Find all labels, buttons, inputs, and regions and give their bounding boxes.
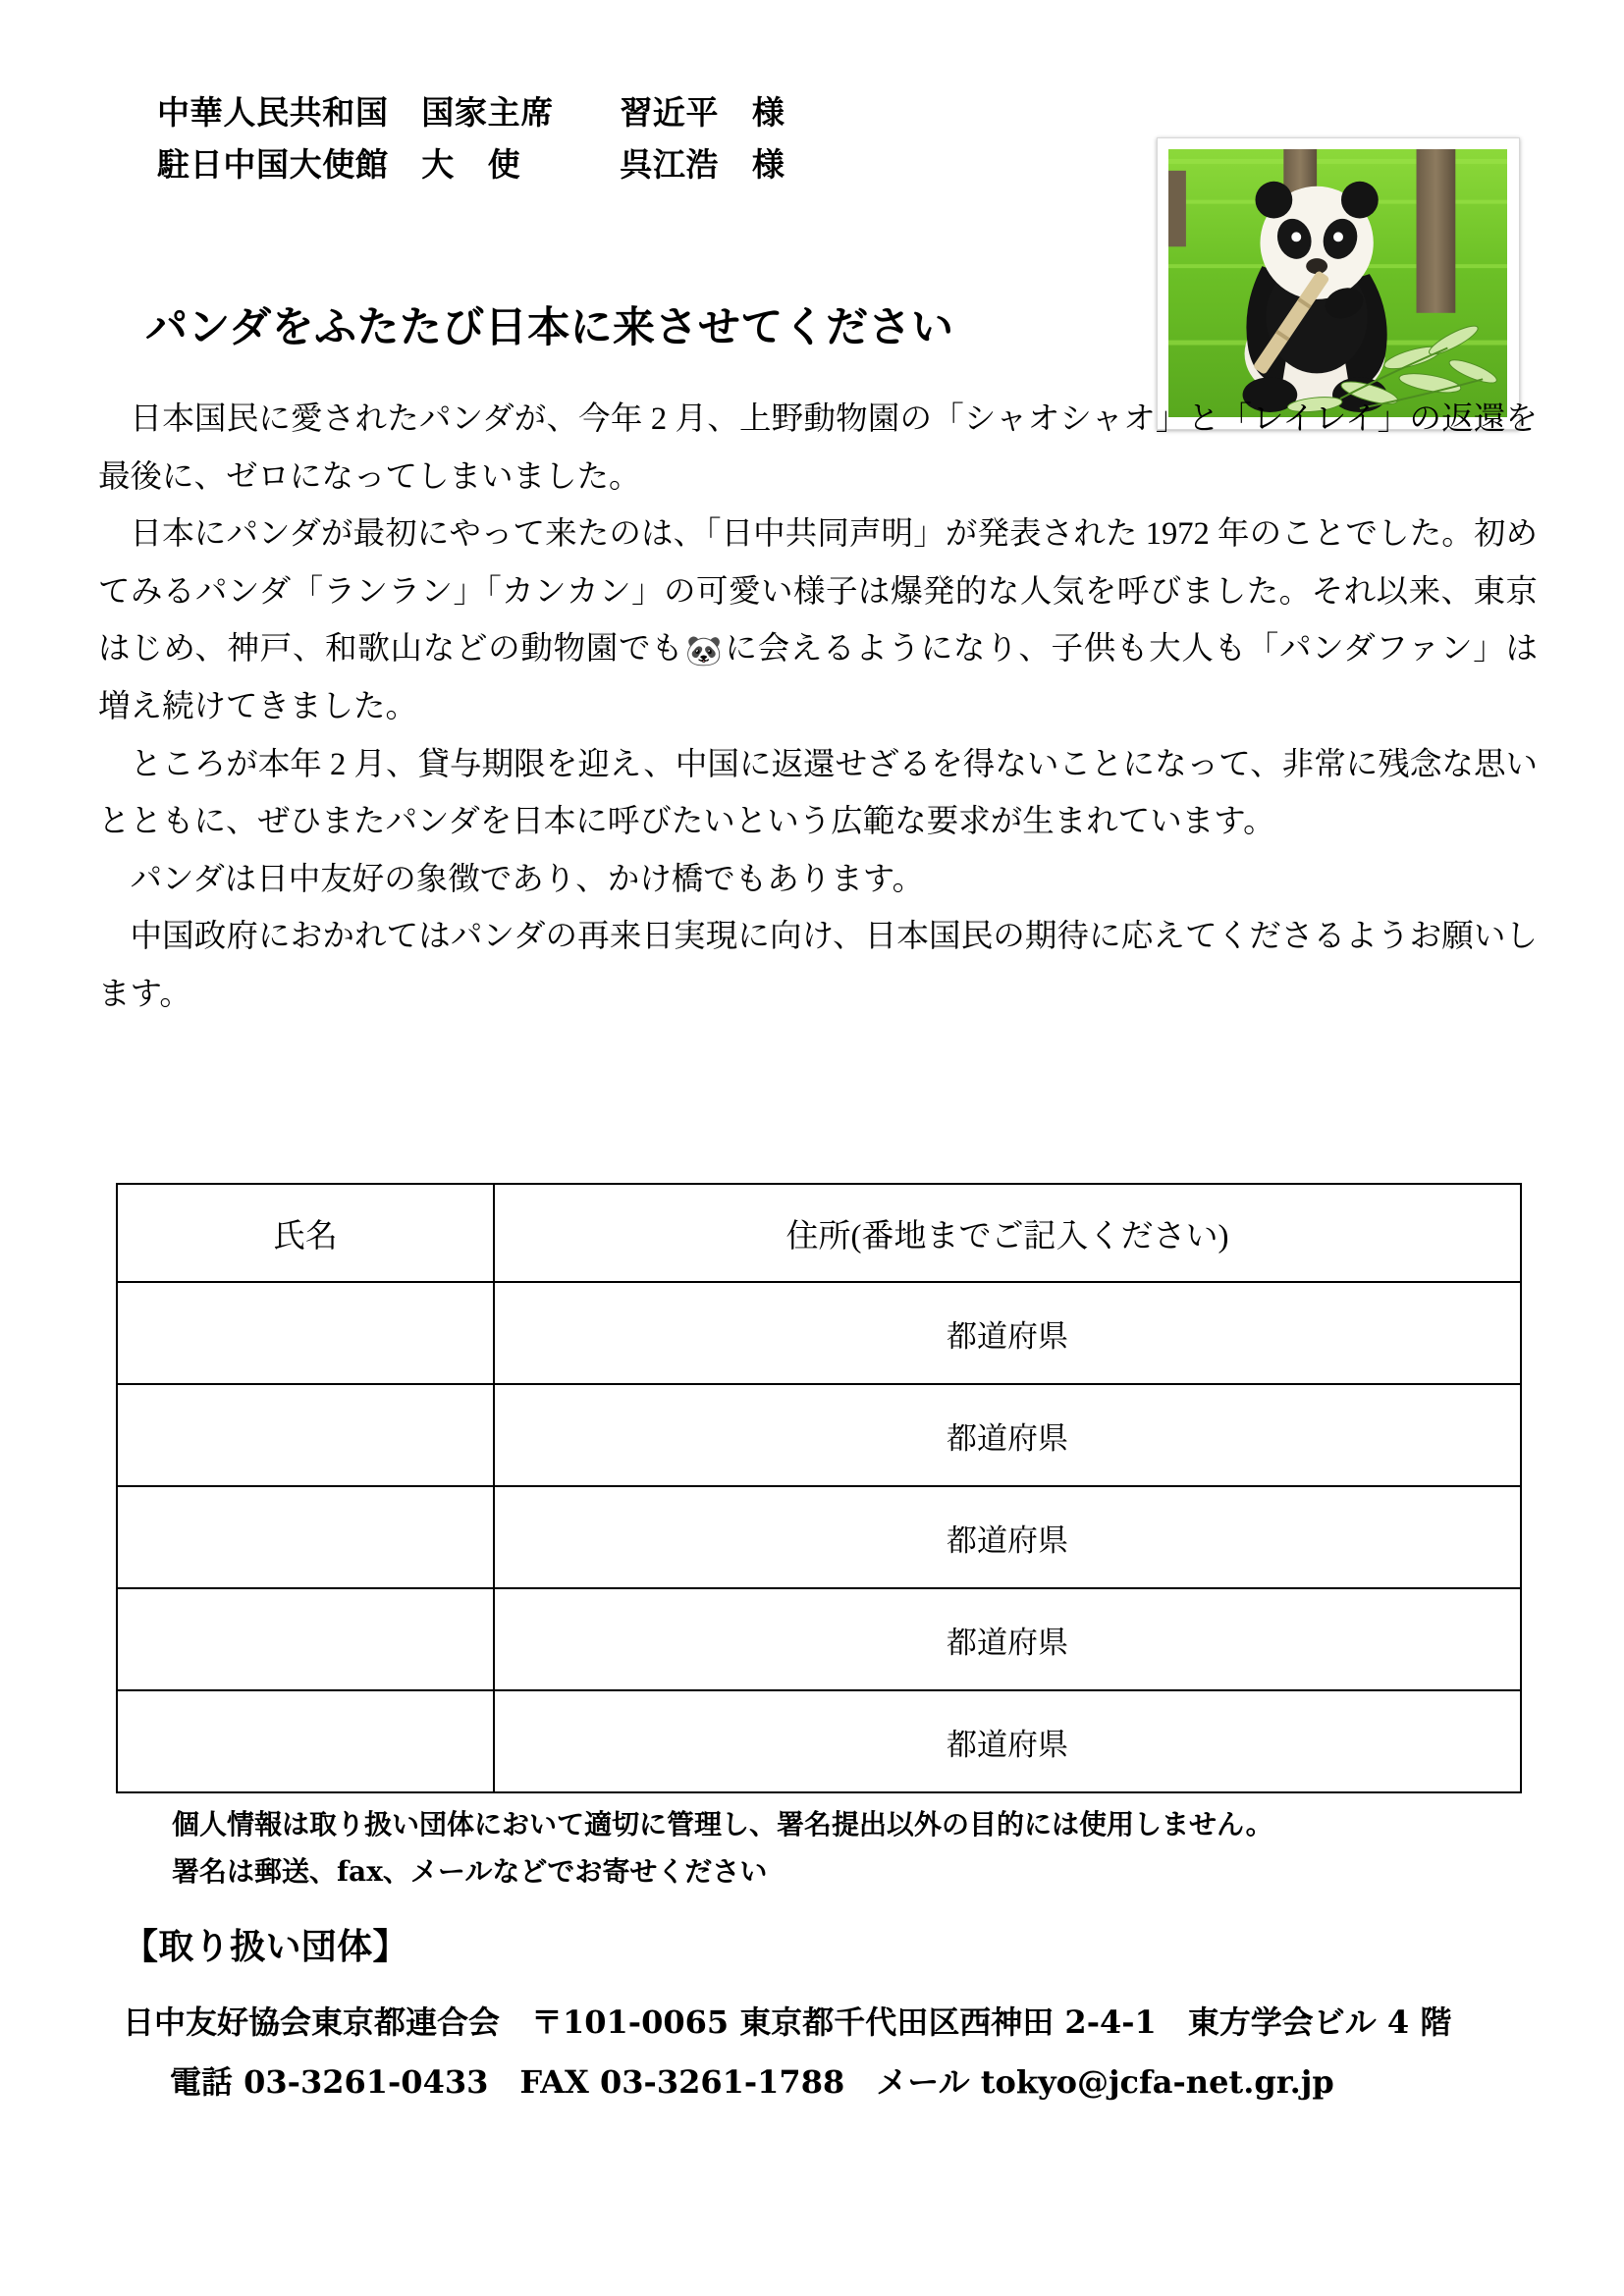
table-row[interactable] — [117, 1384, 1521, 1486]
addressee-block — [157, 86, 1041, 191]
panda-photo-frame — [1157, 137, 1520, 430]
table-row[interactable] — [117, 1690, 1521, 1792]
name-field[interactable] — [117, 1282, 494, 1384]
column-header-address: 住所(番地までご記入ください) — [494, 1184, 1521, 1282]
organisation-contact: 電話 03-3261-0433 FAX 03-3261-1788 メール tokyo@jcfa-net.gr.jp — [170, 2062, 1334, 2101]
panda-emoji-icon: 🐼 — [685, 634, 724, 668]
table-row[interactable] — [117, 1486, 1521, 1588]
page-title: パンダをふたたび日本に来させてください — [145, 303, 954, 352]
organisation-name-address: 日中友好協会東京都連合会 〒101-0065 東京都千代田区西神田 2-4-1 東方学会ビル 4 階 — [123, 2003, 1452, 2041]
paragraph-4: パンダは日中友好の象徴であり、かけ橋でもあります。 — [130, 861, 925, 897]
address-field[interactable]: 都道府県 — [494, 1588, 1521, 1690]
paragraph-2-part-a: 日本にパンダが最初にやって来たのは、「日中共同声明」が発表された 1972 年のことでした。初めてみるパンダ「ランラン」「カンカン」の可愛い様子は爆発的な人気を呼びました。それ以来、東京はじめ、神戸、和歌山などの動物園でも — [98, 516, 1538, 667]
address-field[interactable]: 都道府県 — [494, 1282, 1521, 1384]
paragraph-2 — [98, 506, 1538, 736]
name-field[interactable] — [117, 1384, 494, 1486]
name-field[interactable] — [117, 1690, 494, 1792]
signature-table-body — [117, 1282, 1521, 1792]
paragraph-5: 中国政府におかれてはパンダの再来日実現に向け、日本国民の期待に応えてくださるようお願いします。 — [98, 919, 1538, 1012]
table-row[interactable] — [117, 1282, 1521, 1384]
address-field[interactable]: 都道府県 — [494, 1486, 1521, 1588]
column-header-name: 氏名 — [117, 1184, 494, 1282]
name-field[interactable] — [117, 1486, 494, 1588]
address-field[interactable]: 都道府県 — [494, 1690, 1521, 1792]
name-field[interactable] — [117, 1588, 494, 1690]
body-text — [98, 391, 1538, 1023]
panda-photo-illustration — [1168, 149, 1507, 417]
table-header-row — [117, 1184, 1521, 1282]
table-row[interactable] — [117, 1588, 1521, 1690]
paragraph-1: 日本国民に愛されたパンダが、今年 2 月、上野動物園の「シャオシャオ」と「レイレイ」の返還を最後に、ゼロになってしまいました。 — [98, 401, 1538, 495]
addressee-line-2: 駐日中国大使館 大 使 呉江浩 様 — [157, 145, 785, 185]
panda-photo — [1168, 149, 1507, 417]
organisation-block — [123, 1919, 1537, 2112]
organisation-heading: 【取り扱い団体】 — [123, 1926, 408, 1967]
privacy-notes — [172, 1801, 1527, 1896]
paragraph-3: ところが本年 2 月、貸与期限を迎え、中国に返還せざるを得ないことになって、非常に残念な思いとともに、ぜひまたパンダを日本に呼びたいという広範な要求が生まれています。 — [98, 746, 1538, 839]
privacy-note-line-2: 署名は郵送、fax、メールなどでお寄せください — [172, 1855, 768, 1889]
paragraph-2-part-b: に会えるようになり、子供も大人も「パンダファン」は増え続けてきました。 — [98, 631, 1538, 724]
signature-table — [116, 1183, 1522, 1793]
addressee-line-1: 中華人民共和国 国家主席 習近平 様 — [157, 93, 785, 132]
privacy-note-line-1: 個人情報は取り扱い団体において適切に管理し、署名提出以外の目的には使用しません。 — [172, 1808, 1273, 1841]
address-field[interactable]: 都道府県 — [494, 1384, 1521, 1486]
